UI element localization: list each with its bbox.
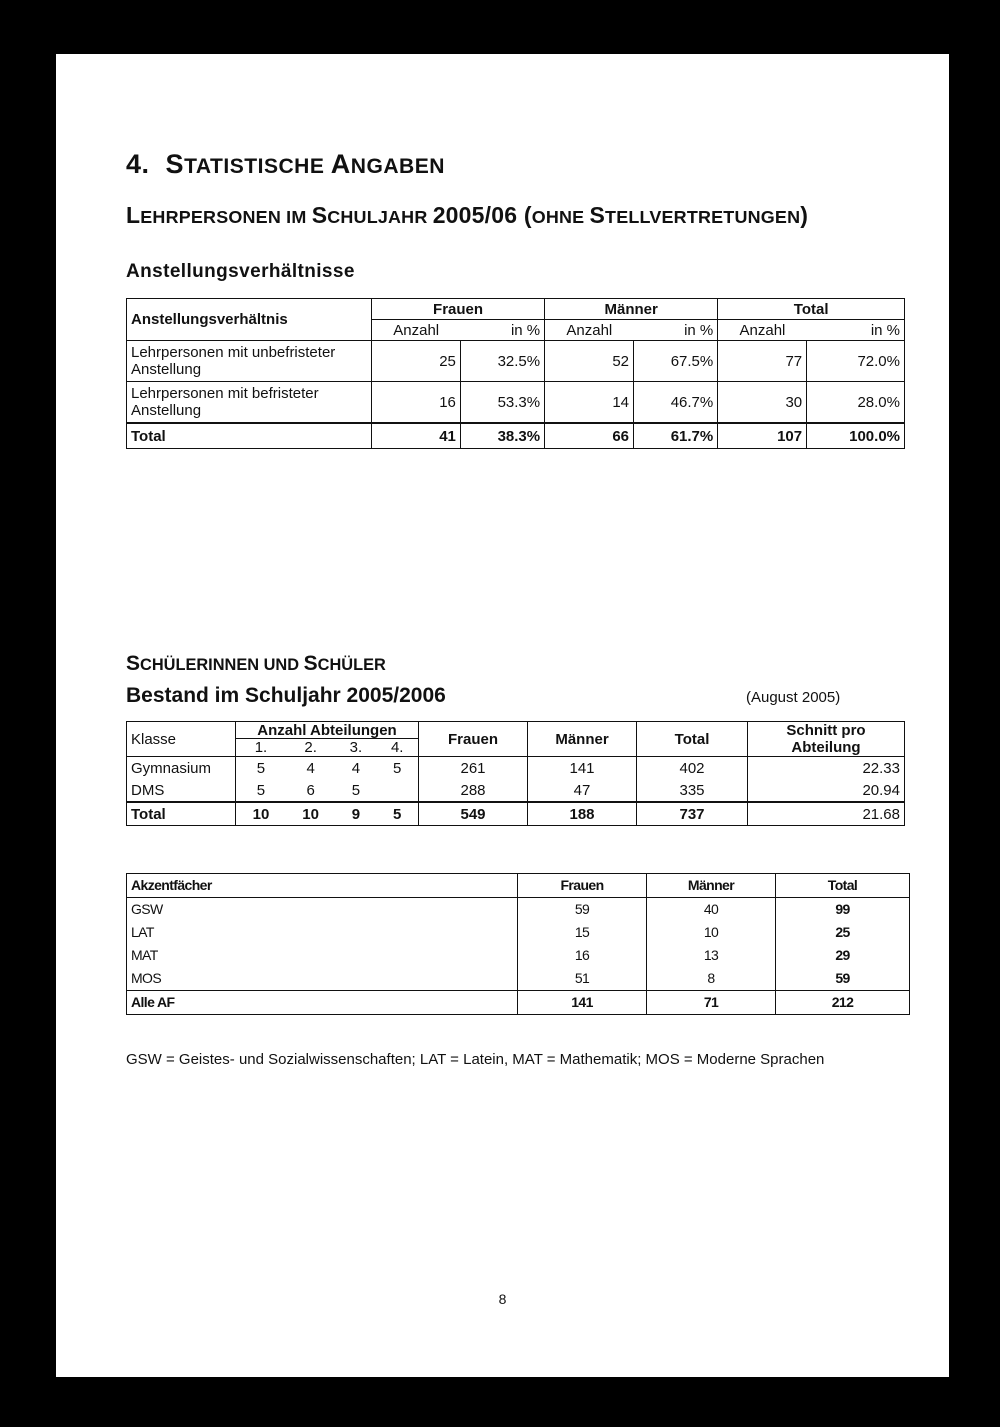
header-frauen: Frauen [419, 722, 528, 757]
cell-value: 737 [637, 802, 748, 826]
row-label: Alle AF [127, 991, 518, 1015]
row-label: Gymnasium [127, 757, 236, 780]
students-subtitle: Bestand im Schuljahr 2005/2006 [126, 684, 446, 707]
cell-value: 141 [518, 991, 647, 1015]
employment-table [126, 298, 905, 449]
cell-value: 8 [647, 967, 776, 991]
sub-pct: in % [460, 320, 544, 341]
table-row [127, 898, 910, 922]
cell-value: 9 [335, 802, 376, 826]
cell-value: 13 [647, 944, 776, 967]
cell-value: 212 [776, 991, 910, 1015]
document-page [56, 54, 949, 1377]
cell-value: 30 [718, 382, 807, 424]
focus-subjects-table [126, 873, 910, 1015]
cell-value: 77 [718, 341, 807, 382]
cell-value: 38.3% [460, 423, 544, 449]
table-row [127, 382, 905, 424]
cell-value: 6 [286, 779, 335, 802]
cell-value: 25 [372, 341, 461, 382]
cell-value: 67.5% [634, 341, 718, 382]
section-title: 4. STATISTISCHE ANGABEN [126, 149, 445, 179]
cell-value: 53.3% [460, 382, 544, 424]
header-akzentfaecher: Akzentfächer [127, 874, 518, 898]
cell-value: 47 [528, 779, 637, 802]
header-abteilungen: Anzahl Abteilungen [236, 722, 419, 739]
cell-value: 402 [637, 757, 748, 780]
row-label: LAT [127, 921, 518, 944]
cell-value: 28.0% [807, 382, 905, 424]
cell-value: 59 [518, 898, 647, 922]
table-row [127, 341, 905, 382]
cell-value: 59 [776, 967, 910, 991]
sub-pct: in % [634, 320, 718, 341]
cell-value: 51 [518, 967, 647, 991]
cell-value: 21.68 [748, 802, 905, 826]
employment-heading: Anstellungsverhältnisse [126, 261, 355, 282]
row-label: Lehrpersonen mit befristeter Anstellung [127, 382, 372, 424]
cell-value: 141 [528, 757, 637, 780]
header-maenner: Männer [545, 299, 718, 320]
cell-value [376, 779, 418, 802]
table-row-total [127, 423, 905, 449]
cell-value: 66 [545, 423, 634, 449]
cell-value: 288 [419, 779, 528, 802]
cell-value: 22.33 [748, 757, 905, 780]
sub-anzahl: Anzahl [545, 320, 634, 341]
row-label: Total [127, 423, 372, 449]
cell-value: 4 [286, 757, 335, 780]
row-label: MOS [127, 967, 518, 991]
cell-value: 100.0% [807, 423, 905, 449]
cell-value: 40 [647, 898, 776, 922]
row-label: Lehrpersonen mit unbefristeter Anstellung [127, 341, 372, 382]
header-maenner: Männer [647, 874, 776, 898]
row-label: DMS [127, 779, 236, 802]
cell-value: 5 [236, 779, 286, 802]
cell-value: 188 [528, 802, 637, 826]
table-row [127, 967, 910, 991]
cell-value: 5 [376, 802, 418, 826]
students-table [126, 721, 905, 826]
header-klasse: Klasse [127, 722, 236, 757]
row-label: GSW [127, 898, 518, 922]
cell-value: 41 [372, 423, 461, 449]
cell-value: 4 [335, 757, 376, 780]
cell-value: 335 [637, 779, 748, 802]
header-total: Total [776, 874, 910, 898]
sub-anzahl: Anzahl [372, 320, 461, 341]
cell-value: 25 [776, 921, 910, 944]
header-frauen: Frauen [518, 874, 647, 898]
header-maenner: Männer [528, 722, 637, 757]
header-abt-1: 1. [236, 739, 286, 757]
header-abt-3: 3. [335, 739, 376, 757]
cell-value: 72.0% [807, 341, 905, 382]
cell-value: 71 [647, 991, 776, 1015]
sub-pct: in % [807, 320, 905, 341]
students-title: SCHÜLERINNEN UND SCHÜLER [126, 652, 386, 675]
header-frauen: Frauen [372, 299, 545, 320]
cell-value: 5 [236, 757, 286, 780]
table-row [127, 944, 910, 967]
footnote: GSW = Geistes- und Sozialwissenschaften; LAT = Latein, MAT = Mathematik; MOS = Moderne Sprachen [126, 1051, 825, 1068]
cell-value: 5 [376, 757, 418, 780]
cell-value: 5 [335, 779, 376, 802]
cell-value: 52 [545, 341, 634, 382]
cell-value: 10 [286, 802, 335, 826]
cell-value: 261 [419, 757, 528, 780]
cell-value: 16 [372, 382, 461, 424]
table-row-total [127, 802, 905, 826]
cell-value: 15 [518, 921, 647, 944]
header-total: Total [637, 722, 748, 757]
sub-anzahl: Anzahl [718, 320, 807, 341]
table-row [127, 757, 905, 780]
table-row-total [127, 991, 910, 1015]
row-label: Total [127, 802, 236, 826]
header-total: Total [718, 299, 905, 320]
students-date: (August 2005) [746, 689, 841, 706]
page-number: 8 [498, 1291, 507, 1307]
cell-value: 99 [776, 898, 910, 922]
cell-value: 549 [419, 802, 528, 826]
cell-value: 29 [776, 944, 910, 967]
cell-value: 32.5% [460, 341, 544, 382]
header-abt-4: 4. [376, 739, 418, 757]
cell-value: 14 [545, 382, 634, 424]
cell-value: 107 [718, 423, 807, 449]
table-row [127, 921, 910, 944]
cell-value: 10 [236, 802, 286, 826]
header-anstellungsverhaeltnis: Anstellungsverhältnis [127, 299, 372, 341]
table-row [127, 779, 905, 802]
header-abt-2: 2. [286, 739, 335, 757]
row-label: MAT [127, 944, 518, 967]
header-schnitt: Schnitt pro Abteilung [748, 722, 905, 757]
cell-value: 46.7% [634, 382, 718, 424]
cell-value: 16 [518, 944, 647, 967]
cell-value: 10 [647, 921, 776, 944]
cell-value: 20.94 [748, 779, 905, 802]
teachers-subtitle: LEHRPERSONEN IM SCHULJAHR 2005/06 (OHNE STELLVERTRETUNGEN) [126, 202, 809, 228]
cell-value: 61.7% [634, 423, 718, 449]
